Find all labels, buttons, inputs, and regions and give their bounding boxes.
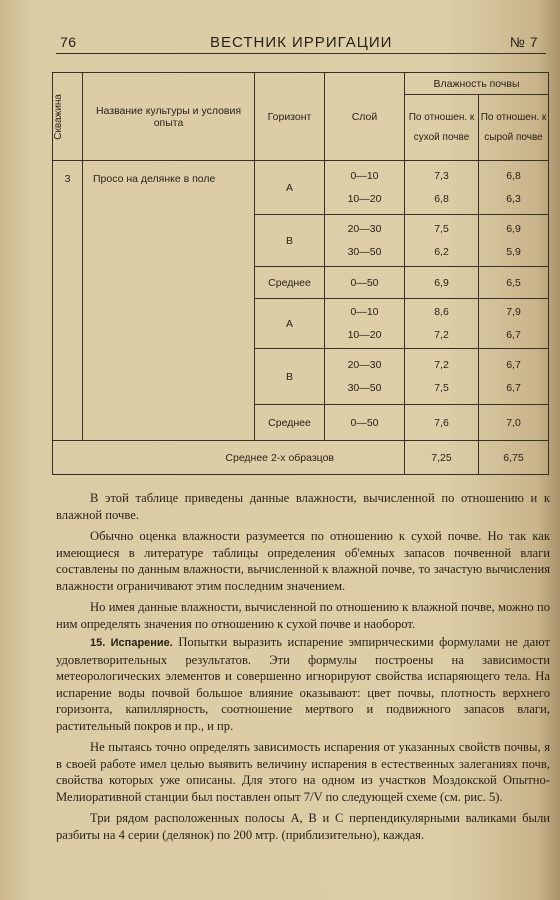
table-cell-wet: 7,0 <box>479 405 549 441</box>
header-horizon: Горизонт <box>255 73 325 161</box>
header-dry: По отношен. к сухой почве <box>405 95 479 161</box>
table-cell-horizon: В <box>255 215 325 267</box>
table-cell-horizon: А <box>255 161 325 215</box>
page-number: 76 <box>60 34 77 50</box>
table-cell-wet: 6,8 6,3 <box>479 161 549 215</box>
table-cell-horizon: А <box>255 299 325 349</box>
table-cell-dry: 8,6 7,2 <box>405 299 479 349</box>
crop-name: Просо на делянке в поле <box>83 161 255 441</box>
table-cell-layer: 20—30 30—50 <box>325 349 405 405</box>
table-cell-wet: 6,9 5,9 <box>479 215 549 267</box>
header-layer: Слой <box>325 73 405 161</box>
table-cell-dry: 7,3 6,8 <box>405 161 479 215</box>
summary-wet: 6,75 <box>479 441 549 475</box>
header-crop: Название культуры и условия опыта <box>83 73 255 161</box>
table-cell-wet: 6,7 6,7 <box>479 349 549 405</box>
table-cell-dry: 6,9 <box>405 267 479 299</box>
header-rule <box>56 53 546 54</box>
table-cell-wet: 6,5 <box>479 267 549 299</box>
table-cell-layer: 0—10 10—20 <box>325 299 405 349</box>
table-cell-layer: 0—10 10—20 <box>325 161 405 215</box>
issue-number: № 7 <box>509 34 538 50</box>
header-wet: По отношен. к сырой почве <box>479 95 549 161</box>
humidity-table <box>52 72 548 475</box>
table-cell-layer: 0—50 <box>325 405 405 441</box>
paragraph-section-15 <box>56 634 550 734</box>
table-cell-horizon: В <box>255 349 325 405</box>
table-cell-horizon: Среднее <box>255 405 325 441</box>
table-cell-dry: 7,5 6,2 <box>405 215 479 267</box>
table-cell-wet: 7,9 6,7 <box>479 299 549 349</box>
paragraph: Обычно оценка влажности разумеется по отношению к сухой почве. Но так как имеющиеся в литературе таблицы определения об'емных запасов почвенной влаги составлены по данным влажности, вычисленной к влажной почве, то зачастую вычисления влажности ограничивают этим последним значением. <box>56 529 550 593</box>
paragraph: Но имея данные влажности, вычисленной по отношению к влажной почве, можно по ним определять значения по отношению к сухой почве и наоборот. <box>56 600 550 631</box>
section-text-start: Попытки выразить испарение эмпирическими формулами не дают удовлетворительных результатов. <box>56 635 550 667</box>
header-humidity: Влажность почвы <box>405 73 549 95</box>
table-cell-layer: 20—30 30—50 <box>325 215 405 267</box>
well-number: 3 <box>53 161 83 441</box>
summary-label: Среднее 2-х образцов <box>83 441 405 475</box>
summary-spacer <box>53 441 83 475</box>
section-text-rest: Эти формулы построены на зависимости метеорологических элементов и совершенно игнорируют свойства испаряющего тела. На испарение воды почвой большое влияние оказывают: цвет почвы, плотность верхнего горизонта, капиллярность, соотношение мертвого и подвижного запасов влаги, растительный покров и пр., и пр. <box>56 652 550 733</box>
paragraph: Не пытаясь точно определять зависимость испарения от указанных свойств почвы, я в своей работе имел целью выявить величину испарения в естественных залеганиях почв, свойства которых уже описаны. Для этого на одном из участков Моздокской Опытно-Мелиоративной станции был поставлен опыт 7/V по следующей схеме (см. рис. 5). <box>56 740 550 804</box>
paragraph: Три рядом расположенных полосы А, В и С перпендикулярными валиками были разбиты на 4 серии (делянок) по 200 мтр. (приблизительно), каждая. <box>56 811 550 842</box>
summary-dry: 7,25 <box>405 441 479 475</box>
paragraph: В этой таблице приведены данные влажности, вычисленной по отношению и к влажной почве. <box>56 491 550 522</box>
section-heading: 15. Испарение. <box>90 637 173 649</box>
article-text <box>56 490 550 843</box>
table-cell-dry: 7,6 <box>405 405 479 441</box>
journal-title: ВЕСТНИК ИРРИГАЦИИ <box>210 34 393 51</box>
page-header <box>60 30 542 54</box>
table-cell-horizon: Среднее <box>255 267 325 299</box>
table-cell-layer: 0—50 <box>325 267 405 299</box>
header-well: Скважина <box>53 73 83 161</box>
table-cell-dry: 7,2 7,5 <box>405 349 479 405</box>
